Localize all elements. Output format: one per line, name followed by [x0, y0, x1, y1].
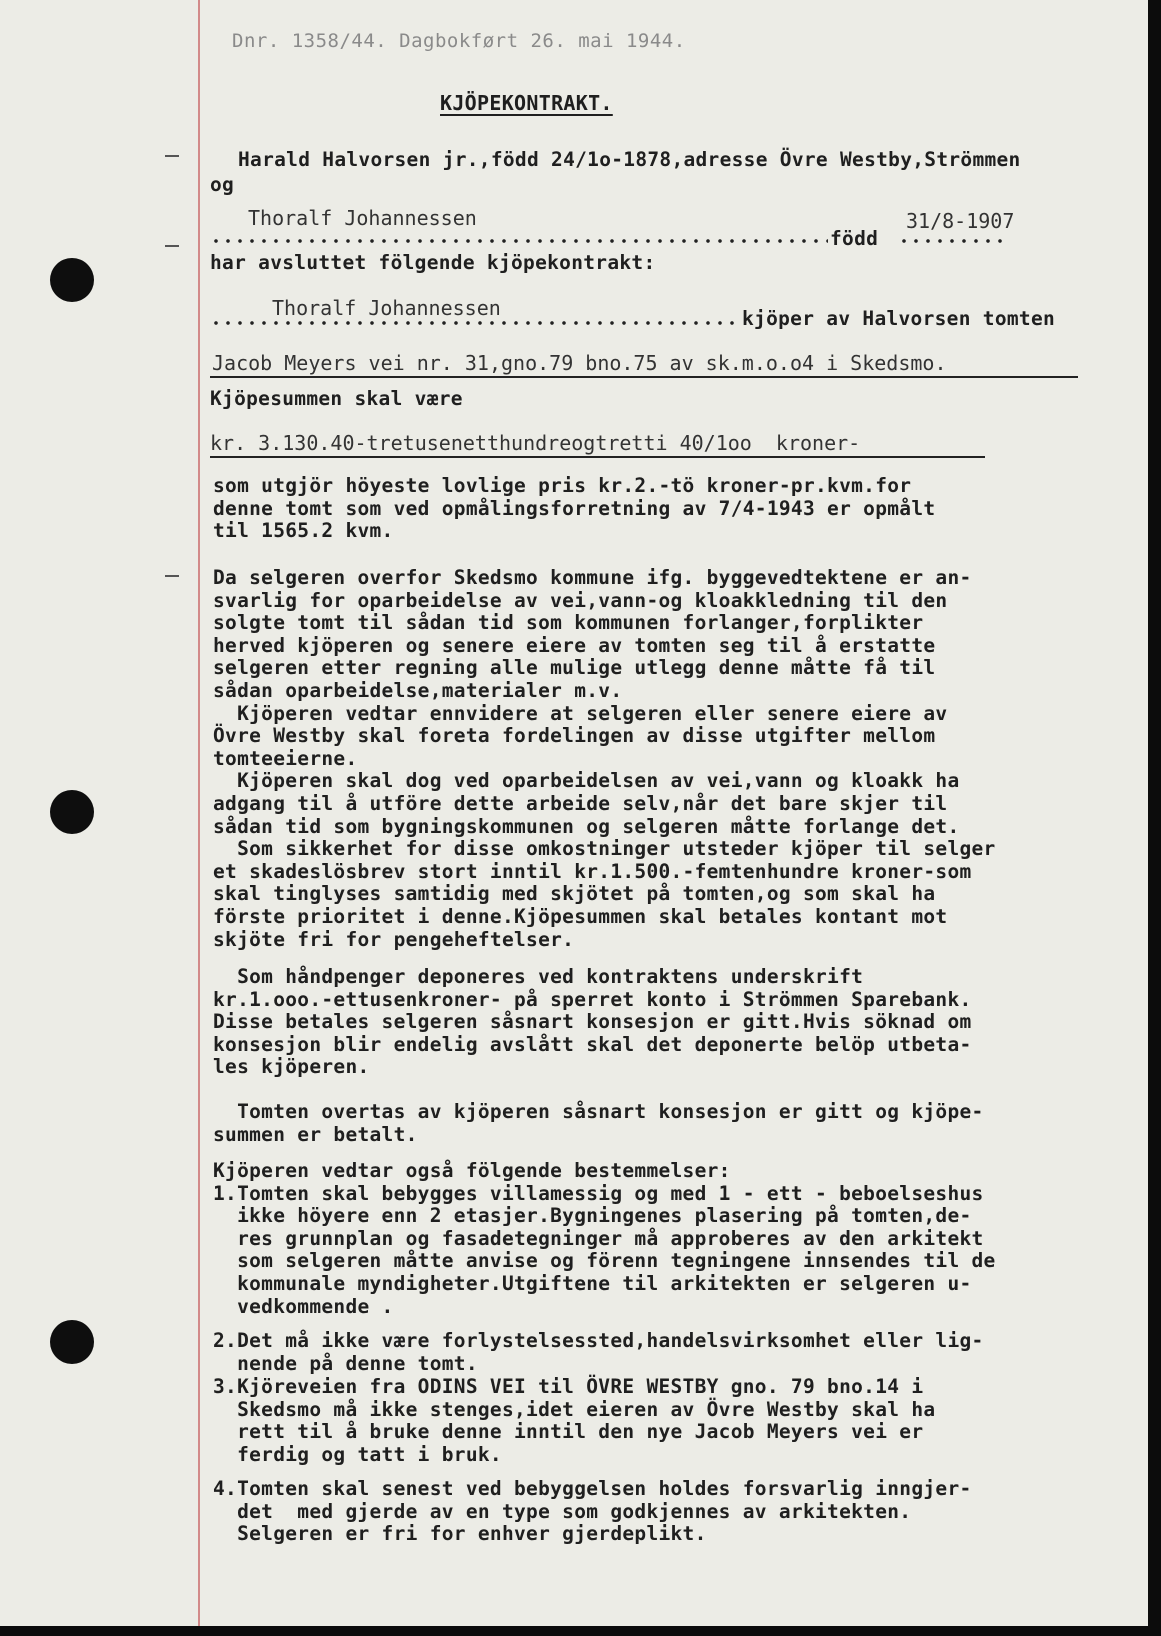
text-line: Tomten overtas av kjöperen såsnart konsesjon er gitt og kjöpe-	[213, 1100, 984, 1123]
buyer-name: Thoralf Johannessen	[248, 206, 477, 230]
property-line: Jacob Meyers vei nr. 31,gno.79 bno.75 av sk.m.o.o4 i Skedsmo.	[212, 351, 947, 375]
text-line: 2.Det må ikke være forlystelsessted,handelsvirksomhet eller lig-	[213, 1329, 984, 1352]
provision-4	[213, 1478, 972, 1546]
text-line: rett til å bruke denne inntil den nye Jacob Meyers vei er	[213, 1420, 924, 1444]
text-line: til 1565.2 kvm.	[213, 519, 394, 543]
underline-rule	[210, 376, 1078, 378]
text-line: Övre Westby skal foreta fordelingen av disse utgifter mellom	[213, 724, 936, 748]
price-line: kr. 3.130.40-tretusenetthundreogtretti 40/1oo kroner-	[210, 431, 861, 455]
text-line: Kjöperen skal dog ved oparbeidelsen av vei,vann og kloakk ha	[213, 769, 960, 793]
underline-rule	[210, 456, 985, 458]
seller-line: Harald Halvorsen jr.,född 24/1o-1878,adresse Övre Westby,Strömmen	[238, 148, 1021, 171]
text-line: 4.Tomten skal senest ved bebyggelsen holdes forsvarlig inngjer-	[213, 1477, 972, 1500]
text-line: Kjöperen vedtar også fölgende bestemmelser:	[213, 1159, 731, 1182]
text-line: res grunnplan og fasadetegninger må approberes av den arkitekt	[213, 1226, 984, 1250]
provision-3	[213, 1376, 935, 1466]
margin-tick	[165, 245, 179, 247]
text-line: Selgeren er fri for enhver gjerdeplikt.	[213, 1522, 707, 1546]
buys-text: kjöper av Halvorsen tomten	[742, 307, 1056, 330]
text-line: solgte tomt til sådan tid som kommunen forlanger,forplikter	[213, 611, 924, 635]
text-line: Kjöperen vedtar ennvidere at selgeren eller senere eiere av	[213, 701, 948, 725]
text-line: Som sikkerhet for disse omkostninger utsteder kjöper til selger	[213, 837, 996, 861]
fill-dots	[210, 238, 828, 244]
fodt-label: född	[830, 227, 879, 250]
text-line: Disse betales selgeren såsnart konsesjon er gitt.Hvis söknad om	[213, 1010, 972, 1034]
text-line: sådan tid som bygningskommunen og selgeren måtte forlange det.	[213, 814, 960, 838]
margin-tick	[165, 155, 179, 157]
fill-dots	[898, 238, 1006, 244]
punch-hole	[50, 1320, 94, 1364]
paragraph-price-basis	[213, 475, 935, 543]
text-line: herved kjöperen og senere eiere av tomten seg til å erstatte	[213, 633, 936, 657]
buyer-name-2: Thoralf Johannessen	[272, 296, 501, 320]
text-line: kommunale myndigheter.Utgiftene til arkitekten er selgeren u-	[213, 1271, 972, 1295]
text-line: kr.1.ooo.-ettusenkroner- på sperret konto i Strömmen Sparebank.	[213, 987, 972, 1011]
punch-hole	[50, 258, 94, 302]
paragraph-deposit	[213, 966, 972, 1079]
text-line: skal tinglyses samtidig med skjötet på tomten,og som skal ha	[213, 882, 936, 906]
contract-title: KJÖPEKONTRAKT.	[440, 91, 613, 115]
text-line: denne tomt som ved opmålingsforretning av 7/4-1943 er opmålt	[213, 496, 936, 520]
paragraph-takeover	[213, 1101, 984, 1146]
paragraph-obligations	[213, 567, 996, 951]
text-line: les kjöperen.	[213, 1055, 370, 1079]
text-line: adgang til å utföre dette arbeide selv,når det bare skjer til	[213, 791, 948, 815]
text-line: Da selgeren overfor Skedsmo kommune ifg. byggevedtektene er an-	[213, 566, 972, 589]
text-line: vedkommende .	[213, 1294, 394, 1318]
text-line: 1.Tomten skal bebygges villamessig og med 1 - ett - beboelseshus	[213, 1181, 984, 1205]
text-line: tomteeierne.	[213, 746, 358, 770]
text-line: svarlig for oparbeidelse av vei,vann-og kloakkledning til den	[213, 588, 948, 612]
agreement-line: har avsluttet fölgende kjöpekontrakt:	[210, 251, 656, 274]
text-line: nende på denne tomt.	[213, 1351, 478, 1375]
text-line: ferdig og tatt i bruk.	[213, 1442, 502, 1466]
provisions-list	[213, 1160, 996, 1318]
text-line: som selgeren måtte anvise og förenn tegningene innsendes til de	[213, 1249, 996, 1273]
text-line: selgeren etter regning alle mulige utlegg denne måtte få til	[213, 656, 936, 680]
fill-dots	[210, 320, 738, 326]
text-line: ikke höyere enn 2 etasjer.Bygningenes plasering på tomten,de-	[213, 1204, 972, 1228]
registration-stamp: Dnr. 1358/44. Dagbokført 26. mai 1944.	[232, 30, 686, 52]
text-line: som utgjör höyeste lovlige pris kr.2.-tö kroner-pr.kvm.for	[213, 474, 912, 497]
text-line: Som håndpenger deponeres ved kontraktens underskrift	[213, 965, 864, 988]
og-line: og	[210, 173, 235, 196]
text-line: konsesjon blir endelig avslått skal det deponerte belöp utbeta-	[213, 1032, 972, 1056]
margin-line	[198, 0, 200, 1626]
text-line: summen er betalt.	[213, 1122, 418, 1146]
text-line: det med gjerde av en type som godkjennes av arkitekten.	[213, 1499, 912, 1523]
text-line: et skadeslösbrev stort inntil kr.1.500.-femtenhundre kroner-som	[213, 859, 972, 883]
buyer-birthdate: 31/8-1907	[906, 209, 1015, 233]
price-intro: Kjöpesummen skal være	[210, 387, 463, 410]
text-line: förste prioritet i denne.Kjöpesummen skal betales kontant mot	[213, 904, 948, 928]
text-line: 3.Kjöreveien fra ODINS VEI til ÖVRE WESTBY gno. 79 bno.14 i	[213, 1375, 924, 1398]
text-line: skjöte fri for pengeheftelser.	[213, 927, 575, 951]
provision-2	[213, 1330, 984, 1375]
text-line: Skedsmo må ikke stenges,idet eieren av Övre Westby skal ha	[213, 1397, 936, 1421]
margin-tick	[165, 575, 179, 577]
text-line: sådan oparbeidelse,materialer m.v.	[213, 678, 623, 702]
punch-hole	[50, 790, 94, 834]
